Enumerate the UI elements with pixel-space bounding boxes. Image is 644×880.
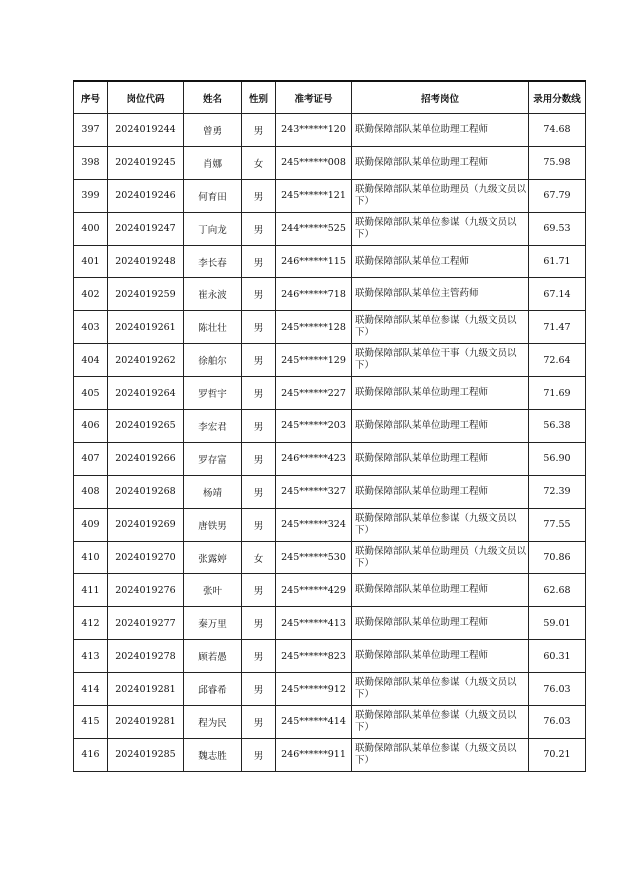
cell-score-line: 67.79 [529,179,586,212]
cell-name: 顾若愚 [184,640,242,673]
cell-name: 杨靖 [184,475,242,508]
cell-position: 联勤保障部队某单位工程师 [352,245,529,278]
cell-score-line: 76.03 [529,706,586,739]
cell-name: 张叶 [184,574,242,607]
cell-index: 414 [74,673,108,706]
cell-exam-number: 245******121 [276,179,352,212]
cell-index: 412 [74,607,108,640]
cell-index: 400 [74,212,108,245]
cell-position: 联勤保障部队某单位参谋（九级文员以下） [352,212,529,245]
cell-position: 联勤保障部队某单位助理工程师 [352,640,529,673]
cell-position: 联勤保障部队某单位助理工程师 [352,146,529,179]
header-name: 姓名 [184,81,242,114]
table-row [74,673,586,706]
table-row [74,146,586,179]
cell-position: 联勤保障部队某单位助理工程师 [352,574,529,607]
table-row [74,179,586,212]
table-row [74,212,586,245]
cell-position: 联勤保障部队某单位助理员（九级文员以下） [352,541,529,574]
cell-name: 唐铁男 [184,508,242,541]
cell-score-line: 69.53 [529,212,586,245]
cell-score-line: 75.98 [529,146,586,179]
table-row [74,245,586,278]
cell-exam-number: 245******327 [276,475,352,508]
cell-exam-number: 246******718 [276,278,352,311]
cell-index: 410 [74,541,108,574]
header-score-line: 录用分数线 [529,81,586,114]
cell-score-line: 72.39 [529,475,586,508]
cell-position-code: 2024019245 [108,146,184,179]
cell-score-line: 71.47 [529,311,586,344]
cell-score-line: 56.90 [529,442,586,475]
cell-name: 何育田 [184,179,242,212]
table-row [74,344,586,377]
table-body [74,114,586,772]
cell-gender: 男 [242,607,276,640]
cell-name: 罗存富 [184,442,242,475]
cell-score-line: 56.38 [529,410,586,443]
cell-index: 402 [74,278,108,311]
cell-exam-number: 245******823 [276,640,352,673]
cell-gender: 男 [242,344,276,377]
cell-exam-number: 245******414 [276,706,352,739]
cell-position: 联勤保障部队某单位干事（九级文员以下） [352,344,529,377]
cell-score-line: 72.64 [529,344,586,377]
cell-position-code: 2024019281 [108,673,184,706]
table-row [74,442,586,475]
table-row [74,706,586,739]
cell-gender: 男 [242,311,276,344]
cell-index: 398 [74,146,108,179]
table-row [74,278,586,311]
cell-exam-number: 246******911 [276,738,352,771]
cell-index: 413 [74,640,108,673]
cell-score-line: 74.68 [529,114,586,147]
cell-exam-number: 243******120 [276,114,352,147]
cell-exam-number: 245******530 [276,541,352,574]
cell-position-code: 2024019248 [108,245,184,278]
cell-position-code: 2024019246 [108,179,184,212]
cell-gender: 男 [242,442,276,475]
cell-name: 陈壮壮 [184,311,242,344]
cell-score-line: 59.01 [529,607,586,640]
cell-index: 403 [74,311,108,344]
cell-index: 408 [74,475,108,508]
cell-exam-number: 245******008 [276,146,352,179]
cell-position-code: 2024019264 [108,377,184,410]
cell-exam-number: 245******227 [276,377,352,410]
cell-position-code: 2024019247 [108,212,184,245]
cell-exam-number: 244******525 [276,212,352,245]
cell-score-line: 76.03 [529,673,586,706]
cell-name: 邱睿希 [184,673,242,706]
cell-name: 徐舶尔 [184,344,242,377]
cell-position: 联勤保障部队某单位助理工程师 [352,114,529,147]
cell-gender: 男 [242,738,276,771]
cell-index: 407 [74,442,108,475]
cell-score-line: 61.71 [529,245,586,278]
cell-position: 联勤保障部队某单位助理员（九级文员以下） [352,179,529,212]
cell-position: 联勤保障部队某单位参谋（九级文员以下） [352,673,529,706]
cell-position-code: 2024019285 [108,738,184,771]
cell-gender: 男 [242,278,276,311]
cell-name: 程为民 [184,706,242,739]
cell-gender: 男 [242,179,276,212]
cell-gender: 男 [242,245,276,278]
cell-position: 联勤保障部队某单位助理工程师 [352,410,529,443]
cell-index: 399 [74,179,108,212]
table-row [74,738,586,771]
cell-gender: 女 [242,146,276,179]
cell-position: 联勤保障部队某单位参谋（九级文员以下） [352,706,529,739]
cell-score-line: 67.14 [529,278,586,311]
cell-name: 张露婷 [184,541,242,574]
header-exam-number: 准考证号 [276,81,352,114]
cell-position-code: 2024019259 [108,278,184,311]
cell-position-code: 2024019270 [108,541,184,574]
cell-gender: 男 [242,212,276,245]
cell-exam-number: 245******129 [276,344,352,377]
table-row [74,574,586,607]
cell-gender: 男 [242,410,276,443]
cell-name: 丁向龙 [184,212,242,245]
header-gender: 性别 [242,81,276,114]
cell-position: 联勤保障部队某单位助理工程师 [352,475,529,508]
cell-position-code: 2024019276 [108,574,184,607]
cell-name: 魏志胜 [184,738,242,771]
cell-gender: 男 [242,574,276,607]
header-index: 序号 [74,81,108,114]
cell-position: 联勤保障部队某单位参谋（九级文员以下） [352,738,529,771]
cell-score-line: 70.21 [529,738,586,771]
cell-position: 联勤保障部队某单位助理工程师 [352,442,529,475]
cell-index: 401 [74,245,108,278]
cell-score-line: 62.68 [529,574,586,607]
cell-name: 李长春 [184,245,242,278]
cell-position: 联勤保障部队某单位主管药师 [352,278,529,311]
admission-score-table [73,80,586,772]
table-row [74,607,586,640]
cell-index: 397 [74,114,108,147]
cell-index: 416 [74,738,108,771]
cell-position: 联勤保障部队某单位助理工程师 [352,377,529,410]
cell-position: 联勤保障部队某单位参谋（九级文员以下） [352,508,529,541]
cell-score-line: 77.55 [529,508,586,541]
cell-score-line: 60.31 [529,640,586,673]
cell-exam-number: 245******912 [276,673,352,706]
cell-position-code: 2024019281 [108,706,184,739]
cell-exam-number: 245******128 [276,311,352,344]
cell-position-code: 2024019266 [108,442,184,475]
cell-name: 崔永波 [184,278,242,311]
cell-index: 406 [74,410,108,443]
cell-exam-number: 245******324 [276,508,352,541]
cell-position-code: 2024019244 [108,114,184,147]
cell-gender: 男 [242,706,276,739]
table-row [74,640,586,673]
header-position-code: 岗位代码 [108,81,184,114]
cell-position-code: 2024019269 [108,508,184,541]
cell-name: 肖娜 [184,146,242,179]
cell-position-code: 2024019262 [108,344,184,377]
cell-gender: 男 [242,377,276,410]
cell-exam-number: 245******429 [276,574,352,607]
header-position: 招考岗位 [352,81,529,114]
table-row [74,311,586,344]
table-row [74,541,586,574]
cell-gender: 男 [242,508,276,541]
cell-gender: 男 [242,640,276,673]
table-row [74,377,586,410]
table-row [74,475,586,508]
cell-position: 联勤保障部队某单位参谋（九级文员以下） [352,311,529,344]
cell-name: 李宏君 [184,410,242,443]
cell-index: 411 [74,574,108,607]
cell-exam-number: 246******423 [276,442,352,475]
cell-exam-number: 245******203 [276,410,352,443]
cell-index: 405 [74,377,108,410]
cell-name: 罗哲宇 [184,377,242,410]
table-row [74,508,586,541]
table-row [74,114,586,147]
cell-position-code: 2024019268 [108,475,184,508]
cell-gender: 男 [242,673,276,706]
cell-position: 联勤保障部队某单位助理工程师 [352,607,529,640]
cell-position-code: 2024019278 [108,640,184,673]
cell-position-code: 2024019277 [108,607,184,640]
table-row [74,410,586,443]
cell-position-code: 2024019265 [108,410,184,443]
cell-gender: 女 [242,541,276,574]
cell-score-line: 70.86 [529,541,586,574]
cell-name: 曾勇 [184,114,242,147]
cell-score-line: 71.69 [529,377,586,410]
cell-name: 秦万里 [184,607,242,640]
cell-index: 404 [74,344,108,377]
table-header-row [74,81,586,114]
cell-exam-number: 246******115 [276,245,352,278]
cell-index: 409 [74,508,108,541]
cell-position-code: 2024019261 [108,311,184,344]
cell-gender: 男 [242,475,276,508]
cell-exam-number: 245******413 [276,607,352,640]
cell-gender: 男 [242,114,276,147]
cell-index: 415 [74,706,108,739]
